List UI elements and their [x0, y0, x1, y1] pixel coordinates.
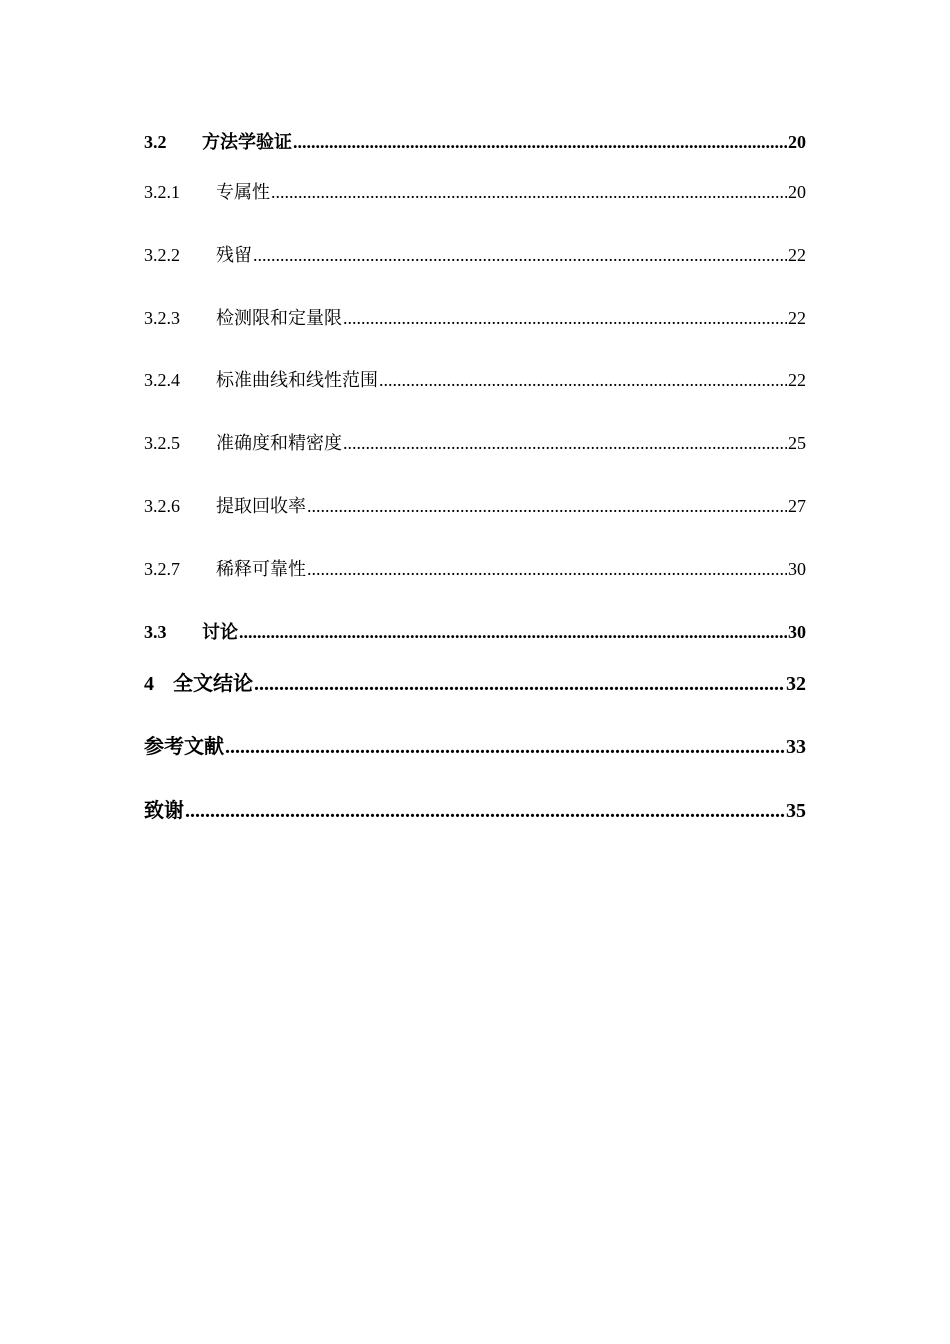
dot-leader	[239, 622, 787, 643]
toc-entry-3-2[interactable]	[144, 128, 806, 154]
entry-page-number: 20	[788, 132, 806, 152]
entry-title: 方法学验证	[202, 132, 292, 152]
entry-page-number: 33	[786, 736, 806, 758]
entry-page-number: 35	[786, 800, 806, 822]
entry-title: 准确度和精密度	[216, 433, 342, 453]
entry-page-number: 30	[788, 622, 806, 642]
entry-number: 3.2.1	[144, 182, 180, 202]
dot-leader	[379, 370, 787, 391]
dot-leader	[343, 308, 787, 329]
entry-title: 稀释可靠性	[216, 559, 306, 579]
toc-entry-4[interactable]	[144, 667, 806, 696]
entry-title: 全文结论	[173, 673, 253, 695]
toc-entry-3-2-5[interactable]	[144, 429, 806, 455]
dot-leader	[253, 245, 787, 266]
entry-number: 3.2.6	[144, 496, 180, 516]
entry-page-number: 22	[788, 245, 806, 265]
dot-leader	[225, 736, 785, 759]
entry-title: 标准曲线和线性范围	[216, 370, 378, 390]
toc-entry-3-2-2[interactable]	[144, 241, 806, 267]
toc-entry-3-2-1[interactable]	[144, 178, 806, 204]
entry-title: 致谢	[144, 800, 184, 822]
entry-number: 3.3	[144, 622, 167, 642]
entry-number: 3.2.5	[144, 433, 180, 453]
dot-leader	[293, 132, 787, 153]
entry-title: 参考文献	[144, 736, 224, 758]
entry-number: 3.2.4	[144, 370, 180, 390]
toc-entry-references[interactable]	[144, 730, 806, 759]
entry-page-number: 30	[788, 559, 806, 579]
entry-page-number: 22	[788, 370, 806, 390]
entry-page-number: 27	[788, 496, 806, 516]
entry-title: 提取回收率	[216, 496, 306, 516]
entry-number: 3.2.7	[144, 559, 180, 579]
entry-number: 3.2.3	[144, 308, 180, 328]
dot-leader	[343, 433, 787, 454]
entry-number: 3.2.2	[144, 245, 180, 265]
entry-title: 残留	[216, 245, 252, 265]
entry-title: 讨论	[202, 622, 238, 642]
dot-leader	[254, 673, 785, 696]
toc-entry-3-2-3[interactable]	[144, 304, 806, 330]
entry-title: 专属性	[216, 182, 270, 202]
dot-leader	[185, 800, 785, 823]
entry-page-number: 22	[788, 308, 806, 328]
entry-number: 3.2	[144, 132, 167, 152]
dot-leader	[307, 496, 787, 517]
dot-leader	[271, 182, 787, 203]
dot-leader	[307, 559, 787, 580]
toc-entry-3-3[interactable]	[144, 618, 806, 644]
entry-page-number: 32	[786, 673, 806, 695]
toc-entry-3-2-6[interactable]	[144, 492, 806, 518]
toc-entry-3-2-7[interactable]	[144, 555, 806, 581]
entry-page-number: 20	[788, 182, 806, 202]
entry-page-number: 25	[788, 433, 806, 453]
entry-number: 4	[144, 673, 154, 695]
toc-entry-acknowledgements[interactable]	[144, 794, 806, 823]
toc-entry-3-2-4[interactable]	[144, 366, 806, 392]
entry-title: 检测限和定量限	[216, 308, 342, 328]
